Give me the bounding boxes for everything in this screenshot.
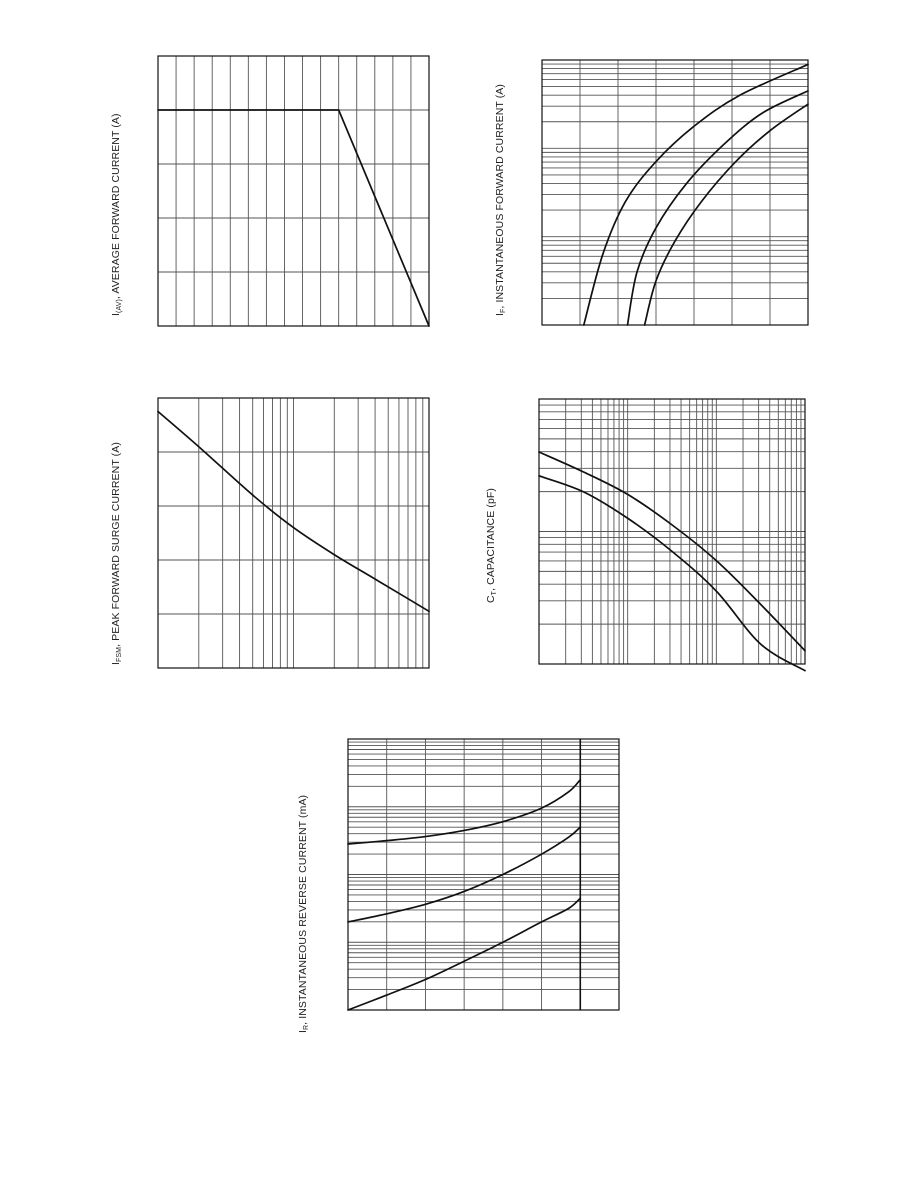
- reverse-ylabel: $I_R$, INSTANTANEOUS REVERSE CURRENT (mA): [297, 794, 310, 1033]
- derating-ylabel: $I_{(AV)}$, AVERAGE FORWARD CURRENT (A): [110, 113, 123, 316]
- derating-grid: [158, 56, 429, 326]
- forward-plot-frame: [542, 60, 808, 325]
- surge-chart-svg: [158, 398, 429, 668]
- derating-plot-frame: [158, 56, 429, 326]
- forward-chart-svg: [542, 60, 808, 325]
- surge-chart: [158, 398, 429, 668]
- reverse-grid: [348, 739, 619, 1010]
- capacitance-series-line-2: [539, 476, 805, 671]
- reverse-chart: [348, 739, 619, 1010]
- forward-chart: [542, 60, 808, 325]
- forward-grid: [542, 60, 808, 325]
- surge-grid: [158, 398, 429, 668]
- forward-ylabel: $I_F$, INSTANTANEOUS FORWARD CURRENT (A): [494, 83, 507, 316]
- capacitance-chart-svg: [539, 399, 805, 664]
- forward-series-line-3: [645, 104, 808, 325]
- capacitance-chart: [539, 399, 805, 664]
- derating-chart: [158, 56, 429, 326]
- surge-ylabel: $I_{FSM}$, PEAK FORWARD SURGE CURRENT (A): [110, 442, 123, 665]
- capacitance-grid: [539, 399, 805, 664]
- reverse-chart-svg: [348, 739, 619, 1010]
- capacitance-ylabel: $C_T$, CAPACITANCE (pF): [485, 488, 498, 603]
- derating-chart-svg: [158, 56, 429, 326]
- forward-series-line-2: [628, 91, 809, 325]
